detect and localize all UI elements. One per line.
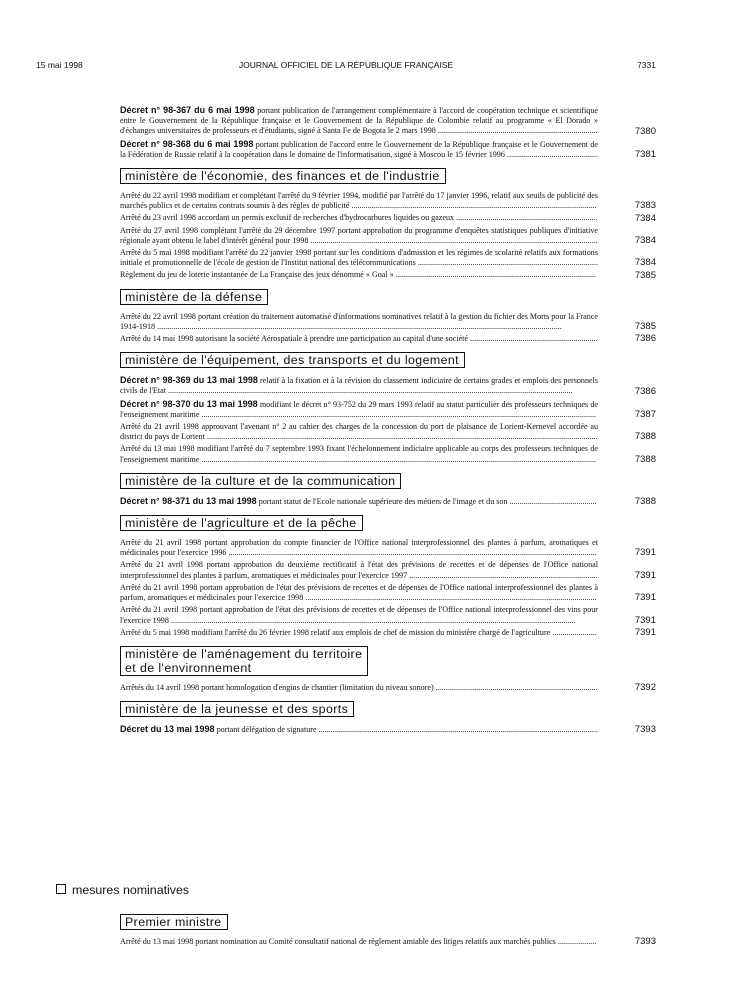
ministry-heading-wrap bbox=[120, 346, 656, 375]
toc-entry bbox=[120, 213, 656, 223]
section-heading bbox=[56, 883, 189, 897]
ministry-heading-wrap bbox=[120, 908, 656, 937]
ministry-heading-wrap bbox=[120, 467, 656, 496]
dot-leader: ......................................................................................... bbox=[415, 258, 598, 268]
ministry-heading-ministere-de-la-jeunesse-et-des-sports bbox=[120, 701, 354, 717]
dot-leader: ........................................................................................................................................................................................................ bbox=[168, 615, 576, 625]
ministry-heading-ministere-de-l-amenagement-du-territoire bbox=[120, 646, 368, 676]
entry-page-number: 7391 bbox=[634, 547, 656, 559]
entry-page-number: 7393 bbox=[634, 936, 656, 948]
entry-text: portant publication de l'arrangement complémentaire à l'accord de coopération technique et scientifique entre le Gouvernement de la République française et le Gouvernement de la République de Colombie relatif au programme « El Dorado » d'échanges universitaires de professeurs et d'étudiants, signé à Santa Fe de Bogota le 2 mars 1998 bbox=[120, 106, 598, 136]
toc-entry bbox=[120, 683, 656, 693]
entry-page-number: 7380 bbox=[634, 125, 656, 137]
entry-decree-title: Décret n° 98-368 du 6 mai 1998 bbox=[120, 138, 254, 149]
dot-leader: ................................................................................................................................................................................................... bbox=[199, 409, 597, 419]
ministry-heading-line: ministère de l'équipement, des transports et du logement bbox=[125, 353, 460, 368]
dot-leader: ........................................... bbox=[507, 496, 597, 506]
dot-leader: .............................................................................................................................................. bbox=[308, 235, 598, 245]
toc-entry bbox=[120, 724, 656, 735]
entry-page-number: 7385 bbox=[634, 269, 656, 281]
ministry-heading-line: et de l'environnement bbox=[125, 660, 252, 675]
entry-page-number: 7391 bbox=[634, 614, 656, 626]
entry-decree-title: Décret n° 98-367 du 6 mai 1998 bbox=[120, 105, 255, 115]
ministry-heading-premier-ministre bbox=[120, 914, 228, 930]
dot-leader: .......................................................................................................................................... bbox=[316, 725, 598, 735]
header-date: 15 mai 1998 bbox=[36, 60, 83, 70]
toc-entry bbox=[120, 422, 656, 442]
entry-page-number: 7387 bbox=[634, 409, 656, 421]
ministry-heading-wrap bbox=[120, 162, 656, 191]
dot-leader: ................... bbox=[555, 937, 597, 946]
dot-leader: ................................................................................................................................................ bbox=[303, 593, 597, 603]
toc-entry bbox=[120, 444, 656, 464]
ministry-heading-ministere-de-l-equipement-des-transports bbox=[120, 352, 465, 368]
dot-leader: ................................................................................................................................................................................................... bbox=[199, 454, 597, 464]
ministry-heading-line: ministère de la défense bbox=[125, 289, 263, 304]
entry-page-number: 7384 bbox=[634, 257, 656, 269]
toc-entry bbox=[120, 312, 656, 332]
entry-decree-title: Décret n° 98-371 du 13 mai 1998 bbox=[120, 495, 257, 506]
toc-entry bbox=[120, 560, 656, 580]
toc-entry bbox=[120, 226, 656, 246]
entry-text: Arrêté du 13 mai 1998 modifiant l'arrêté du 7 septembre 1993 fixant l'échelonnement indiciaire applicable au corps des professeurs techniques de l'enseignement maritime bbox=[120, 444, 598, 464]
ministry-heading-line: ministère de l'agriculture et de la pêche bbox=[125, 516, 357, 531]
entry-page-number: 7386 bbox=[634, 333, 656, 345]
entry-decree-title: Décret du 13 mai 1998 bbox=[120, 724, 215, 735]
dot-leader: ...................................................................... bbox=[454, 213, 598, 223]
toc-entry bbox=[120, 496, 656, 507]
dot-leader: ............................................................................................. bbox=[407, 570, 598, 580]
entry-decree-title: Décret n° 98-370 du 13 mai 1998 bbox=[120, 398, 258, 409]
section-title: mesures nominatives bbox=[72, 883, 190, 897]
entry-text: Arrêté du 22 avril 1998 modifiant et complétant l'arrêté du 9 février 1994, modifié par l'arrêté du 17 janvier 1996, relatif aux seuils de publicité des marchés publics et de certains contrats soumis à des règles de publicité bbox=[120, 191, 598, 211]
entry-text: modifiant le décret n° 93-752 du 29 mars 1993 relatif au statut particulier des professeurs techniques de l'enseignement maritime bbox=[120, 399, 598, 419]
toc-entry bbox=[120, 375, 656, 396]
toc-entry bbox=[120, 248, 656, 268]
toc-entry bbox=[120, 270, 656, 280]
ministry-heading-line: ministère de la jeunesse et des sports bbox=[125, 702, 349, 717]
entry-text: portant publication de l'accord entre le Gouvernement de la République française et le Gouvernement de la Fédération de Russie relatif à la coopération dans le domaine de l'informatisation, signé à Moscou le 15 février 1996 bbox=[120, 139, 598, 159]
ministry-heading-wrap bbox=[120, 283, 656, 312]
entry-page-number: 7391 bbox=[634, 626, 656, 638]
entry-text: Arrêté du 14 mai 1998 autorisant la société Aérospatiale à prendre une participation au capital d'une société bbox=[120, 334, 469, 344]
entry-page-number: 7381 bbox=[634, 149, 656, 161]
entry-page-number: 7388 bbox=[634, 431, 656, 443]
dot-leader: ................................................................................................... bbox=[393, 270, 597, 280]
header-page-number: 7331 bbox=[637, 60, 656, 70]
ministry-heading-wrap bbox=[120, 640, 656, 683]
toc-entry bbox=[120, 937, 656, 947]
entry-text: Arrêté du 21 avril 1998 portant approbation de l'état des prévisions de recettes et de dépenses de l'Office national interprofessionnel des plantes à parfum, aromatiques et médicinales pour l'exercice 1998 bbox=[120, 582, 598, 603]
entry-page-number: 7384 bbox=[634, 212, 656, 224]
entry-page-number: 7391 bbox=[634, 569, 656, 581]
entry-page-number: 7388 bbox=[634, 496, 656, 508]
dot-leader: ...................................................................................................................................................................................... bbox=[226, 548, 597, 558]
ministry-heading-line: Premier ministre bbox=[125, 915, 222, 929]
entry-page-number: 7386 bbox=[634, 385, 656, 397]
checkbox-square-icon bbox=[56, 884, 66, 894]
entry-text: Arrêté du 5 mai 1998 modifiant l'arrêté du 26 février 1998 relatif aux emplois de chef de mission du ministère chargé de l'agriculture bbox=[120, 627, 551, 637]
entry-text: Arrêté du 21 avril 1998 portant approbation du compte financier de l'Office national interprofessionnel des plantes à parfum, aromatiques et médicinales pour l'exercice 1996 bbox=[120, 538, 598, 558]
entry-text: Arrêté du 21 avril 1998 portant approbation du deuxième rectificatif à l'état des prévisions de recettes et de dépenses de l'Office national interprofessionnel des plantes à parfum, aromatiques et médicinales pour l'exercice 1997 bbox=[120, 560, 598, 580]
entry-text: Règlement du jeu de loterie instantanée de La Française des jeux dénommé « Goal » bbox=[120, 270, 394, 280]
entry-decree-title: Décret n° 98-369 du 13 mai 1998 bbox=[120, 375, 258, 386]
nominative-measures bbox=[120, 908, 656, 949]
entry-text: Arrêté du 21 avril 1998 portant approbation de l'état des prévisions de recettes et de dépenses de l'Office national interprofessionnel des vins pour l'exercice 1998 bbox=[120, 605, 598, 625]
page-header bbox=[36, 60, 656, 74]
ministry-heading-ministere-de-la-defense bbox=[120, 289, 268, 305]
entry-text: relatif à la fixation et à la révision du classement indiciaire de certains grades et emplois des personnels civils de l'Etat bbox=[120, 376, 598, 396]
entry-page-number: 7391 bbox=[634, 592, 656, 604]
ministry-heading-ministere-de-l-economie-des-finances-et- bbox=[120, 168, 446, 184]
ministry-heading-ministere-de-l-agriculture-et-de-la-pech bbox=[120, 515, 363, 531]
entry-page-number: 7385 bbox=[634, 321, 656, 333]
entry-page-number: 7383 bbox=[634, 200, 656, 212]
dot-leader: ............................................. bbox=[504, 149, 598, 159]
ministry-heading-line: ministère de l'aménagement du territoire bbox=[125, 646, 363, 661]
ministry-heading-line: ministère de l'économie, des finances et de l'industrie bbox=[125, 169, 440, 184]
toc-entry bbox=[120, 605, 656, 625]
table-of-contents bbox=[120, 105, 656, 737]
toc-entry bbox=[120, 399, 656, 420]
toc-entry bbox=[120, 334, 656, 344]
toc-entry bbox=[120, 583, 656, 603]
ministry-heading-ministere-de-la-culture-et-de-la-communi bbox=[120, 473, 401, 489]
entry-text: Arrêté du 23 avril 1998 accordant un permis exclusif de recherches d'hydrocarbures liquides ou gazeux bbox=[120, 213, 455, 223]
entry-text: Arrêté du 22 avril 1998 portant création du traitement automatisé d'informations nominatives relatif à la gestion du fichier des Morts pour la France 1914-1918 bbox=[120, 311, 598, 331]
entry-page-number: 7388 bbox=[634, 453, 656, 465]
dot-leader: ........................................................................................................................................................................................................ bbox=[165, 386, 573, 396]
entry-text: Arrêté du 27 avril 1998 complétant l'arrêté du 29 décembre 1997 portant approbation du programme d'enquêtes statistiques publiques d'initiative régionale ayant obtenu le label d'intérêt général pour 1998 bbox=[120, 225, 598, 245]
dot-leader: ................................................................................................................................................................................................. bbox=[204, 432, 598, 442]
ministry-heading-line: ministère de la culture et de la communication bbox=[125, 473, 396, 488]
toc-entry bbox=[120, 139, 656, 160]
toc-entry bbox=[120, 628, 656, 638]
ministry-heading-wrap bbox=[120, 509, 656, 538]
entry-text: Arrêté du 13 mai 1998 portant nomination au Comité consultatif national de règlement amiable des litiges relatifs aux marchés publics bbox=[120, 937, 556, 946]
entry-text: portant délégation de signature bbox=[214, 725, 317, 735]
dot-leader: ................................................................................ bbox=[433, 682, 598, 692]
entry-page-number: 7392 bbox=[634, 682, 656, 694]
entry-page-number: 7393 bbox=[634, 724, 656, 736]
dot-leader: ............................................................................... bbox=[435, 126, 598, 136]
toc-entry bbox=[120, 191, 656, 211]
ministry-heading-wrap bbox=[120, 695, 656, 724]
dot-leader: ........................................................................................................................................................................................................ bbox=[155, 321, 562, 331]
dot-leader: ......................................................................................................................... bbox=[349, 201, 597, 211]
toc-entry bbox=[120, 538, 656, 558]
entry-page-number: 7384 bbox=[634, 235, 656, 247]
entry-text: Arrêtés du 14 avril 1998 portant homologation d'engins de chantier (limitation du niveau sonore) bbox=[120, 682, 434, 692]
entry-text: Arrêté du 5 mai 1998 modifiant l'arrêté du 22 janvier 1998 portant sur les conditions d'admission et les régimes de scolarité relatifs aux formations initiale et promotionnelle de l'école de gestion de l'Institut national des télécommunications bbox=[120, 248, 598, 268]
dot-leader: ...................... bbox=[550, 627, 597, 637]
entry-text: Arrêté du 21 avril 1998 approuvant l'avenant n° 2 au cahier des charges de la concession du port de plaisance de Lorient-Kernevel accordée au district du pays de Lorient bbox=[120, 422, 598, 442]
entry-text: portant statut de l'Ecole nationale supérieure des métiers de l'image et du son bbox=[256, 496, 508, 506]
toc-entry bbox=[120, 105, 656, 137]
dot-leader: ............................................................... bbox=[468, 334, 598, 344]
header-journal-title: JOURNAL OFFICIEL DE LA RÉPUBLIQUE FRANÇAISE bbox=[238, 60, 454, 70]
